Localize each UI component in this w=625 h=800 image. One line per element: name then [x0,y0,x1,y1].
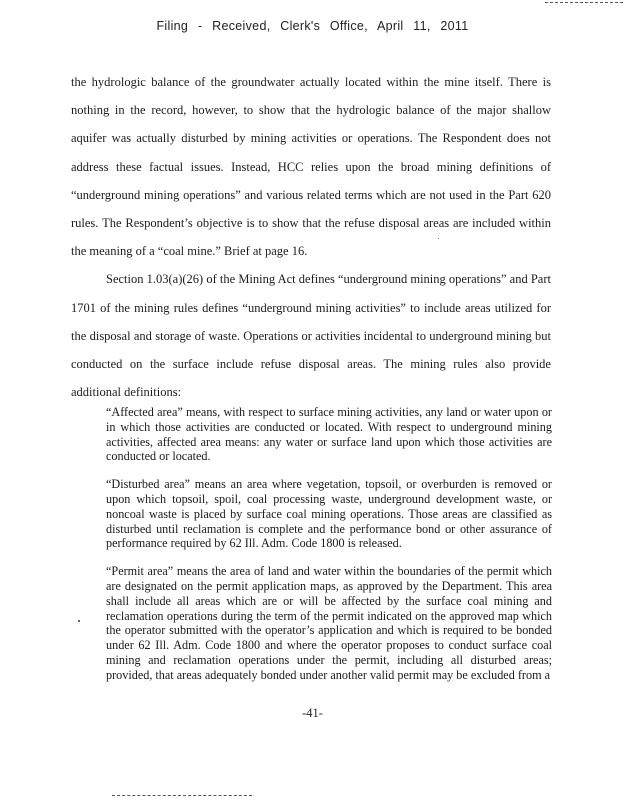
scan-edge-mark-bottom [112,795,252,797]
paragraph-hydrologic-balance: the hydrologic balance of the groundwater actually located within the mine itself. There is nothing in the record, however, to show that the hydrologic balance of the major shallow aquifer was actually disturbed by mining activities or operations. The Respondent does not address these factual issues. Instead, HCC relies upon the broad mining definitions of “underground mining operations” and various related terms which are not used in the Part 620 rules. The Respondent’s objective is to show that the refuse disposal areas are included within the meaning of a “coal mine.” Brief at page 16. [71,75,551,259]
definition-permit-area: “Permit area” means the area of land and water within the boundaries of the permit which are designated on the permit application maps, as approved by the Department. This area shall include all areas which are or will be affected by the surface coal mining and reclamation operations during the term of the permit indicated on the approved map which the operator submitted with the operator’s application and which is required to be bonded under 62 Ill. Adm. Code 1800 and where the operator proposes to conduct surface coal mining and reclamation operations under the permit, including all disturbed areas; provided, that areas adequately bonded under another valid permit may be excluded from a [106,564,552,682]
body-text [71,68,551,406]
page-number: -41- [302,706,323,720]
scan-speck [78,620,80,622]
scan-edge-mark-top [545,2,623,4]
filing-stamp-header: Filing - Received, Clerk's Office, April 11, 2011 [156,19,469,33]
block-quote-definitions [106,405,552,696]
definition-disturbed-area: “Disturbed area” means an area where vegetation, topsoil, or overburden is removed or upon which topsoil, spoil, coal processing waste, underground development waste, or noncoal waste is placed by surface coal mining operations. Those areas are classified as disturbed until reclamation is complete and the performance bond or other assurance of performance required by 62 Ill. Adm. Code 1800 is released. [106,477,552,551]
paragraph-mining-act-definitions: Section 1.03(a)(26) of the Mining Act defines “underground mining operations” and Part 1701 of the mining rules defines “underground mining activities” to include areas utilized for the disposal and storage of waste. Operations or activities incidental to underground mining but conducted on the surface include refuse disposal areas. The mining rules also provide additional definitions: [71,272,551,400]
definition-affected-area: “Affected area” means, with respect to surface mining activities, any land or water upon or in which those activities are conducted or located. With respect to underground mining activities, affected area means: any water or surface land upon which those activities are conducted or located. [106,405,552,464]
scan-speck [438,238,439,239]
